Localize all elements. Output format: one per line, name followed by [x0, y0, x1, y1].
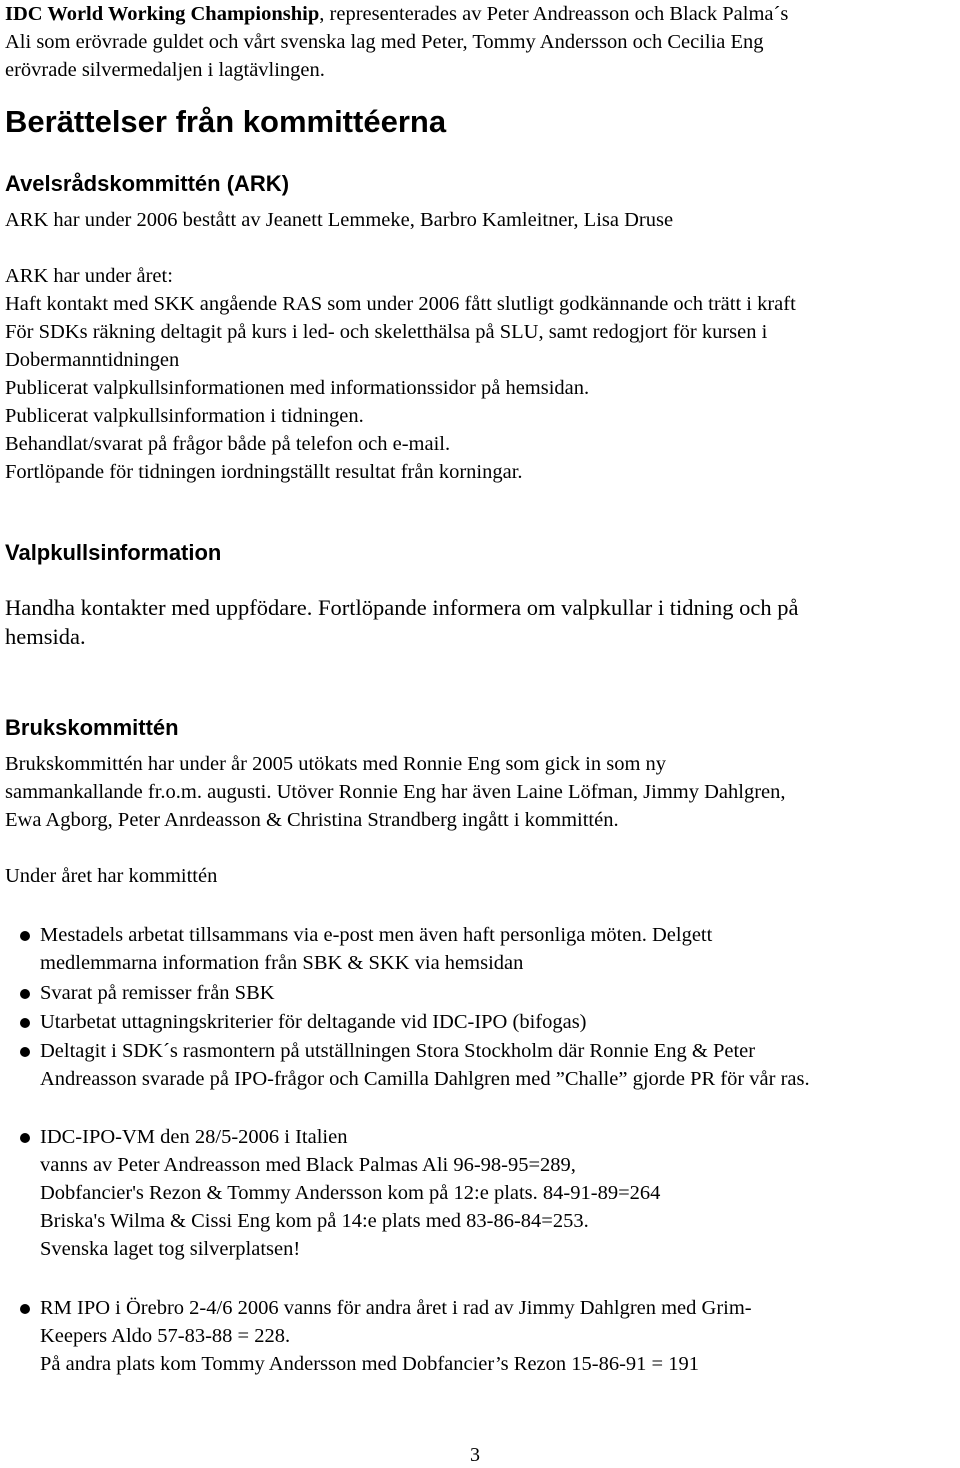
intro-bold-title: IDC World Working Championship: [5, 3, 320, 25]
bullet-line: Utarbetat uttagningskriterier för deltagande vid IDC-IPO (bifogas): [40, 1011, 587, 1033]
bruks-heading: Brukskommittén: [5, 715, 179, 740]
bullet-line: Dobfancier's Rezon & Tommy Andersson kom på 12:e plats. 84-91-89=264: [40, 1182, 661, 1204]
ark-line: Publicerat valpkullsinformation i tidningen.: [5, 405, 364, 427]
bullet-icon: [20, 931, 30, 941]
bruks-line: Brukskommittén har under år 2005 utökats med Ronnie Eng som gick in som ny: [5, 753, 667, 775]
intro-line-1-rest: , representerades av Peter Andreasson och Black Palma´s: [319, 3, 789, 25]
section-title: Berättelser från kommittéerna: [5, 104, 447, 139]
bullet-icon: [20, 1133, 30, 1143]
bruks-line: sammankallande fr.o.m. augusti. Utöver Ronnie Eng har även Laine Löfman, Jimmy Dahlgren,: [5, 781, 786, 803]
bullet-line: Briska's Wilma & Cissi Eng kom på 14:e plats med 83-86-84=253.: [40, 1210, 589, 1232]
bruks-under-aret: Under året har kommittén: [5, 865, 218, 887]
ark-members: ARK har under 2006 bestått av Jeanett Lemmeke, Barbro Kamleitner, Lisa Druse: [5, 209, 674, 231]
intro-line-2: Ali som erövrade guldet och vårt svenska lag med Peter, Tommy Andersson och Cecilia Eng: [5, 31, 764, 53]
bullet-icon: [20, 989, 30, 999]
ark-line: Dobermanntidningen: [5, 349, 180, 371]
bullet-line: Keepers Aldo 57-83-88 = 228.: [40, 1325, 291, 1347]
bullet-line: Mestadels arbetat tillsammans via e-post men även haft personliga möten. Delgett: [40, 924, 713, 946]
valp-line: hemsida.: [5, 624, 86, 649]
bullet-line: RM IPO i Örebro 2-4/6 2006 vanns för andra året i rad av Jimmy Dahlgren med Grim-: [40, 1297, 752, 1319]
bullet-line: IDC-IPO-VM den 28/5-2006 i Italien: [40, 1126, 348, 1148]
ark-year-label: ARK har under året:: [5, 265, 173, 287]
bullet-line: Deltagit i SDK´s rasmontern på utställningen Stora Stockholm där Ronnie Eng & Peter: [40, 1040, 756, 1062]
ark-line: För SDKs räkning deltagit på kurs i led- och skeletthälsa på SLU, samt redogjort för kursen i: [5, 321, 768, 343]
ark-line: Publicerat valpkullsinformationen med informationssidor på hemsidan.: [5, 377, 590, 399]
bullet-line: Andreasson svarade på IPO-frågor och Camilla Dahlgren med ”Challe” gjorde PR för vår ras.: [40, 1068, 810, 1090]
page-number: 3: [470, 1444, 480, 1466]
intro-line-1: [5, 0, 788, 28]
bullet-icon: [20, 1304, 30, 1314]
bullet-icon: [20, 1018, 30, 1028]
bullet-line: vanns av Peter Andreasson med Black Palmas Ali 96-98-95=289,: [40, 1154, 576, 1176]
bruks-line: Ewa Agborg, Peter Anrdeasson & Christina Strandberg ingått i kommittén.: [5, 809, 619, 831]
bullet-line: Svenska laget tog silverplatsen!: [40, 1238, 301, 1260]
bullet-icon: [20, 1047, 30, 1057]
ark-line: Fortlöpande för tidningen iordningställt resultat från korningar.: [5, 461, 523, 483]
valp-line: Handha kontakter med uppfödare. Fortlöpande informera om valpkullar i tidning och på: [5, 595, 799, 620]
ark-line: Haft kontakt med SKK angående RAS som under 2006 fått slutligt godkännande och trätt i kraft: [5, 293, 796, 315]
ark-heading: Avelsrådskommittén (ARK): [5, 171, 290, 196]
ark-line: Behandlat/svarat på frågor både på telefon och e-mail.: [5, 433, 451, 455]
valp-heading: Valpkullsinformation: [5, 540, 222, 565]
bullet-line: medlemmarna information från SBK & SKK via hemsidan: [40, 952, 524, 974]
bullet-line: På andra plats kom Tommy Andersson med Dobfancier’s Rezon 15-86-91 = 191: [40, 1353, 699, 1375]
bullet-line: Svarat på remisser från SBK: [40, 982, 275, 1004]
intro-line-3: erövrade silvermedaljen i lagtävlingen.: [5, 59, 325, 81]
